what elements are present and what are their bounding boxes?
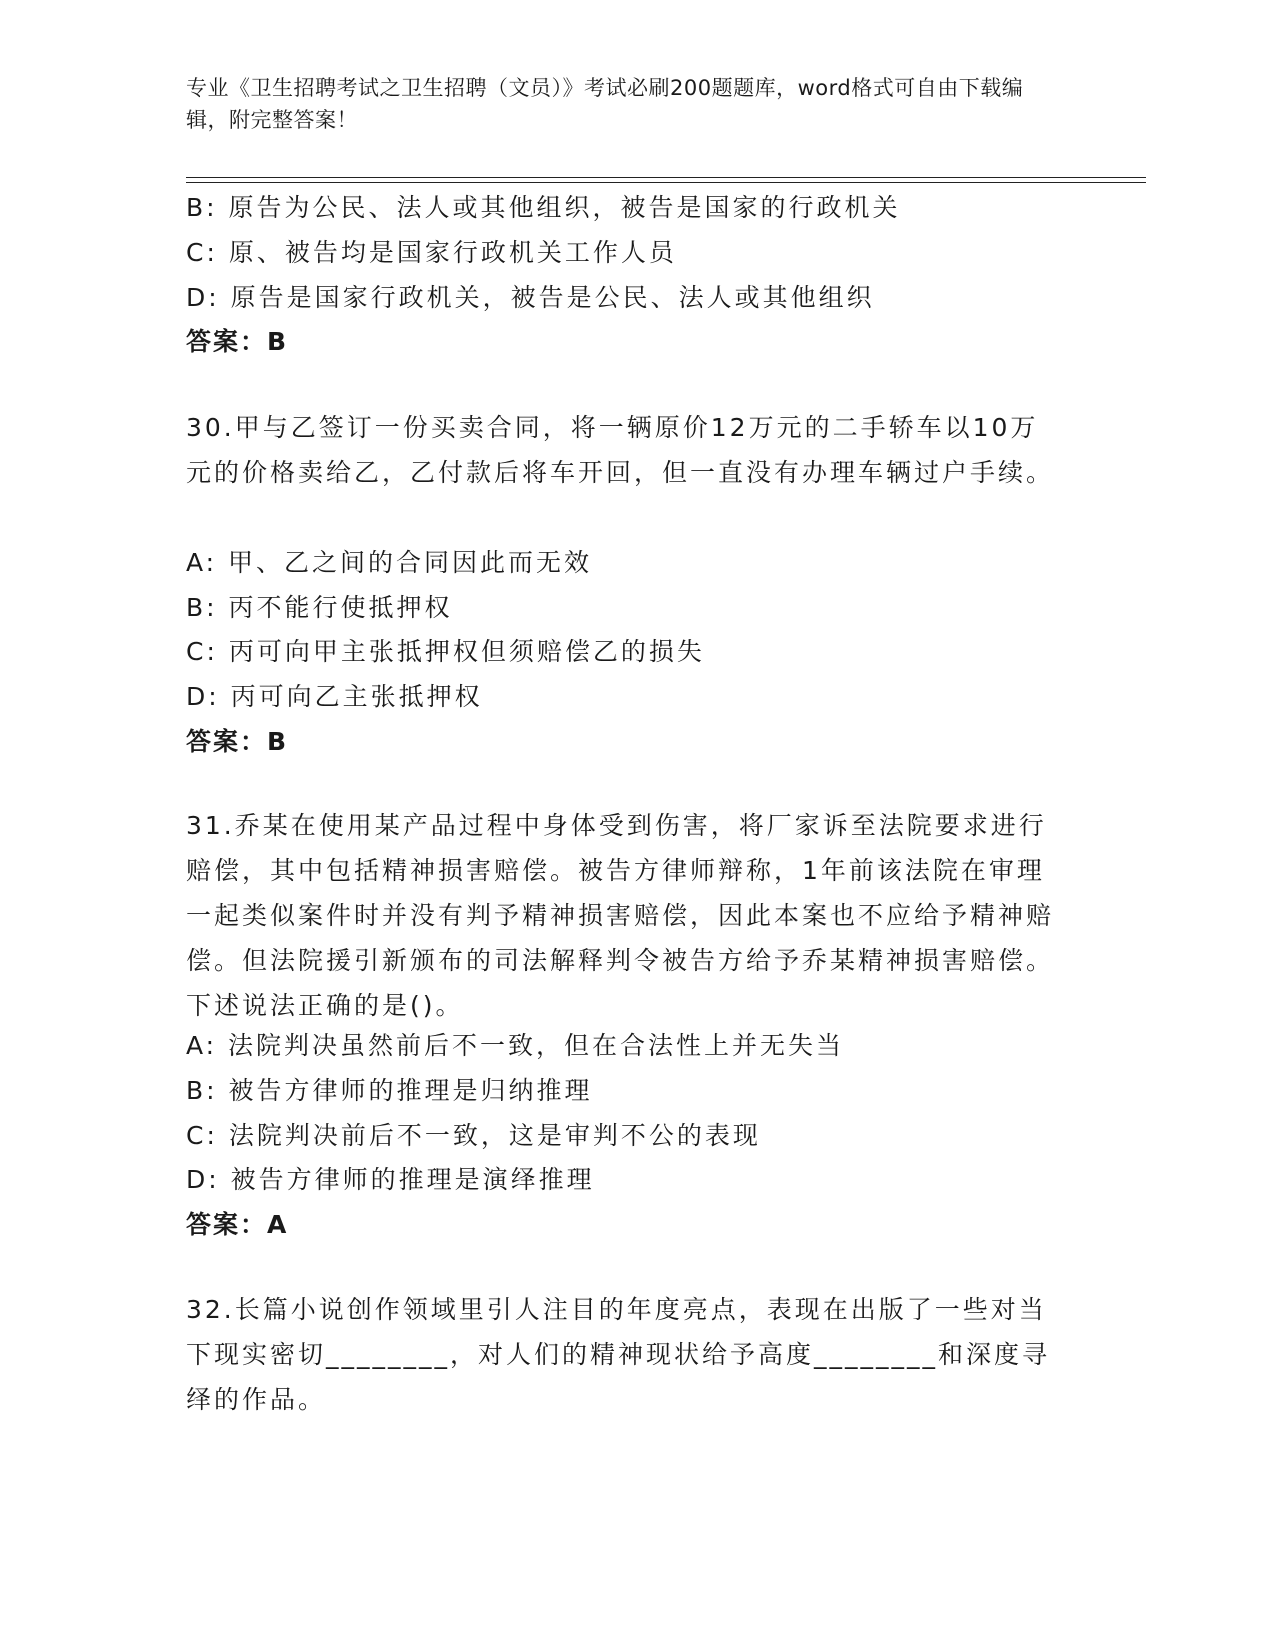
q32-stem: 32.长篇小说创作领域里引人注目的年度亮点，表现在出版了一些对当下现实密切________，对人们的精神现状给予高度________和深度寻绎的作品。 (186, 1295, 1051, 1414)
header-divider-bottom (186, 182, 1146, 183)
header-divider-top (186, 177, 1146, 178)
q29-option-d: D: 原告是国家行政机关，被告是公民、法人或其他组织 (186, 283, 875, 312)
q31-stem: 31.乔某在使用某产品过程中身体受到伤害，将厂家诉至法院要求进行赔偿，其中包括精神损害赔偿。被告方律师辩称，1年前该法院在审理一起类似案件时并没有判予精神损害赔偿，因此本案也不应给予精神赔偿。但法院援引新颁布的司法解释判令被告方给予乔某精神损害赔偿。下述说法正确的是()。 (186, 811, 1055, 1020)
q30-option-b: B: 丙不能行使抵押权 (186, 593, 453, 622)
q31-option-b: B: 被告方律师的推理是归纳推理 (186, 1076, 593, 1105)
page-header: 专业《卫生招聘考试之卫生招聘（文员）》考试必刷200题题库，word格式可自由下载编辑，附完整答案！ (186, 76, 1024, 132)
q29-option-b: B: 原告为公民、法人或其他组织，被告是国家的行政机关 (186, 193, 901, 222)
q31-option-d: D: 被告方律师的推理是演绎推理 (186, 1165, 595, 1194)
q30-option-c: C: 丙可向甲主张抵押权但须赔偿乙的损失 (186, 637, 705, 666)
q29-answer: 答案：B (186, 327, 289, 356)
q30-answer: 答案：B (186, 727, 289, 756)
q30-stem: 30.甲与乙签订一份买卖合同，将一辆原价12万元的二手轿车以10万元的价格卖给乙，乙付款后将车开回，但一直没有办理车辆过户手续。 (186, 413, 1055, 487)
q30-option-a: A: 甲、乙之间的合同因此而无效 (186, 548, 593, 577)
q30-option-d: D: 丙可向乙主张抵押权 (186, 682, 483, 711)
q31-option-c: C: 法院判决前后不一致，这是审判不公的表现 (186, 1121, 761, 1150)
q29-option-c: C: 原、被告均是国家行政机关工作人员 (186, 238, 677, 267)
q31-option-a: A: 法院判决虽然前后不一致，但在合法性上并无失当 (186, 1031, 845, 1060)
q31-answer: 答案：A (186, 1210, 289, 1239)
